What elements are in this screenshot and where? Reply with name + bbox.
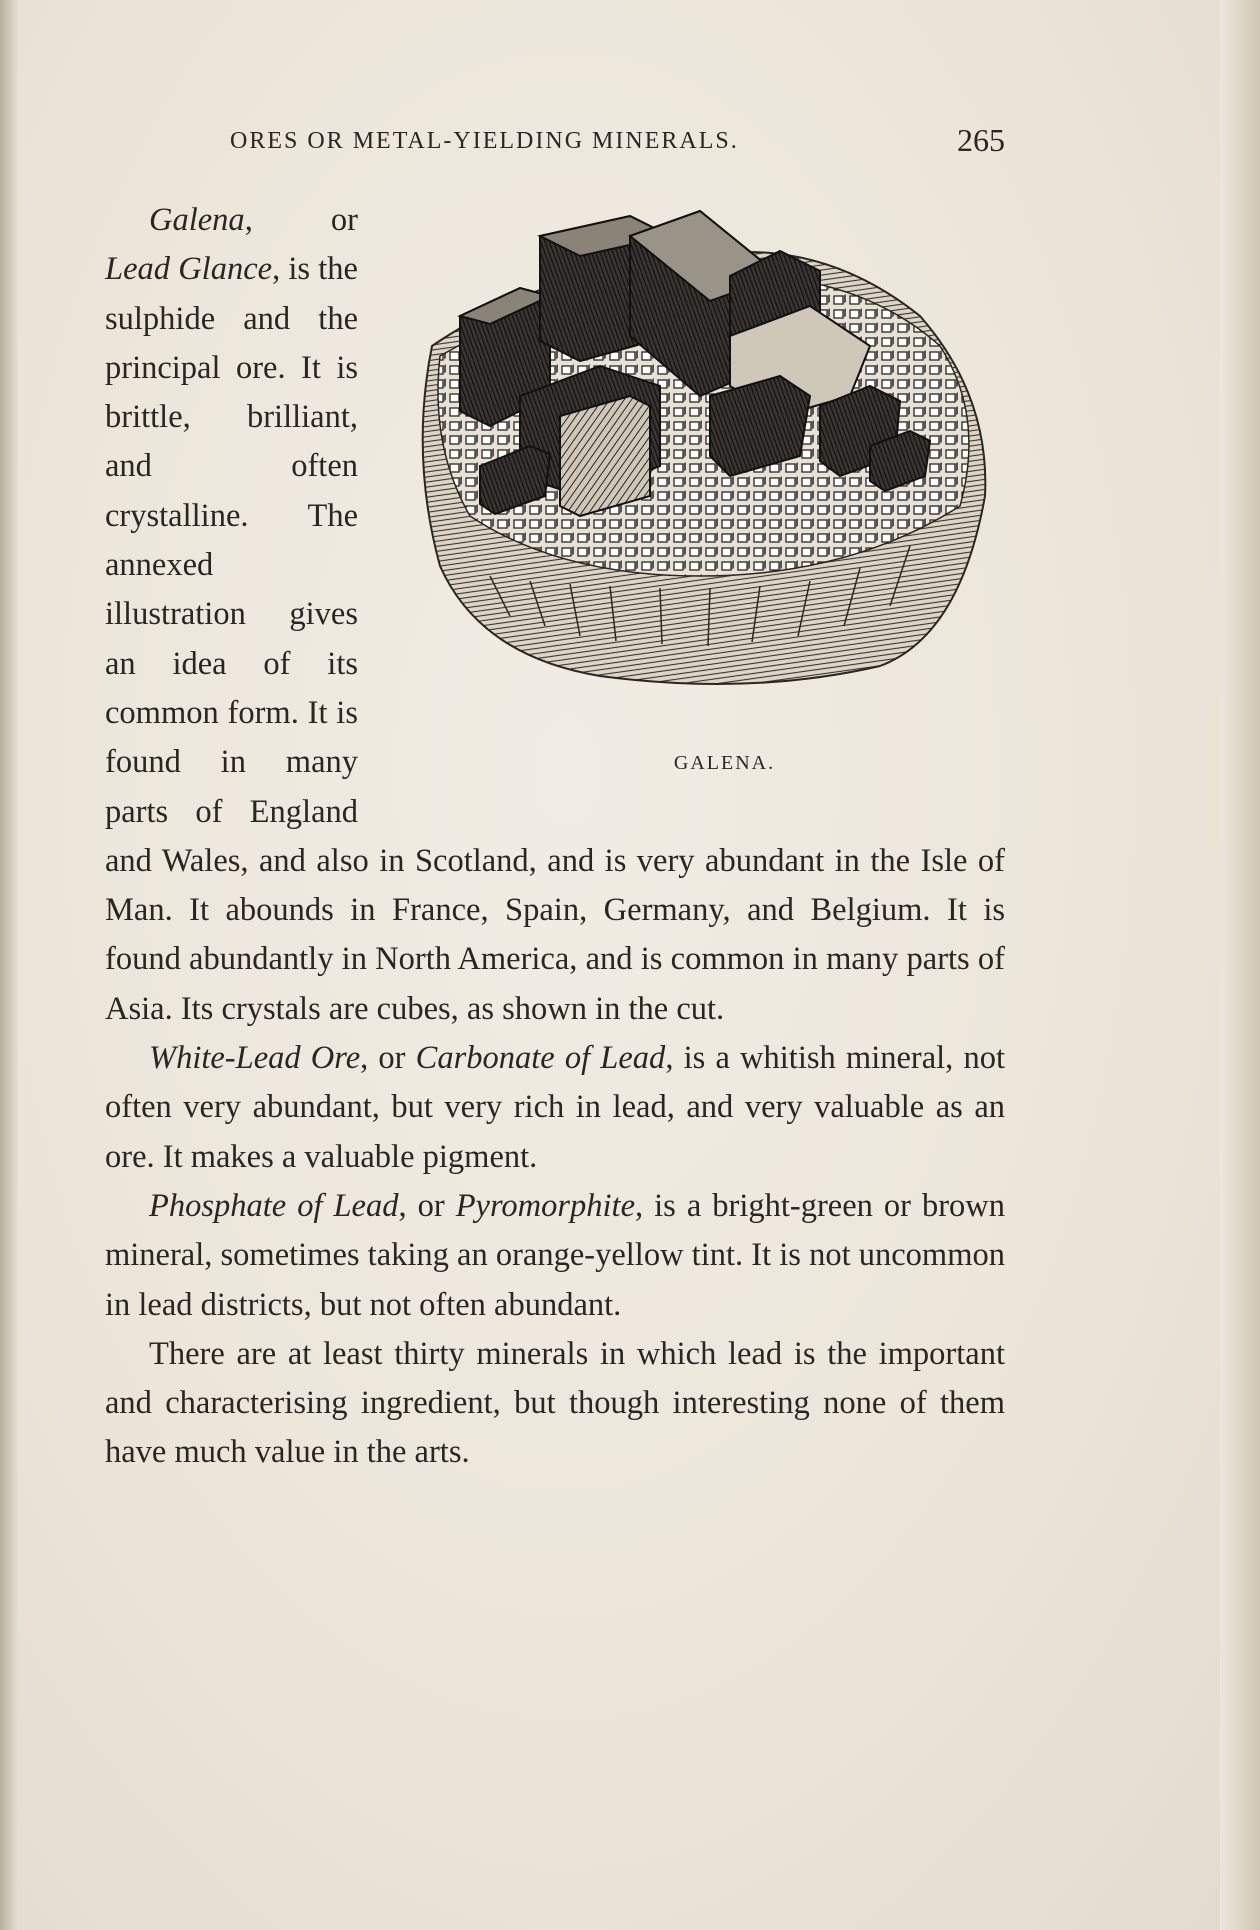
term-carbonate-of-lead: Carbonate of Lead <box>415 1040 666 1077</box>
term-lead-glance: Lead Glance <box>105 251 273 288</box>
term-white-lead-ore: White-Lead Ore <box>149 1040 361 1077</box>
separator: , or <box>244 202 358 238</box>
separator: , or <box>398 1187 456 1224</box>
galena-figure <box>400 196 1005 794</box>
separator: , or <box>360 1040 416 1077</box>
paragraph-galena-text: , is the sulphide and the principal ore. It is brittle, brilliant, and often crystalline. The annexed illustration gives an idea of its common form. It is found in many parts of England and Wales, and also in Scotland, and is very abundant in the Isle of Man. It abounds in France, Spain, Germany, and Belgium. It is found abundantly in North America, and is common in many parts of Asia. Its crystals are cubes, as shown in the cut. <box>105 251 1005 1027</box>
paragraph-phosphate-text: , is a bright-green or brown mineral, sometimes taking an orange-yellow tint. It is not uncommon in lead districts, but not often abundant. <box>105 1187 1005 1323</box>
term-phosphate-of-lead: Phosphate of Lead <box>149 1187 399 1224</box>
paragraph-closing: There are at least thirty minerals in which lead is the important and characterising ingredient, but though interesting none of them have much value in the arts. <box>105 1335 1005 1471</box>
page-gutter-shadow <box>0 0 18 1930</box>
paragraph-phosphate <box>105 1182 1005 1330</box>
running-title: ORES OR METAL-YIELDING MINERALS. <box>230 128 739 154</box>
paragraph-white-lead <box>105 1034 1005 1182</box>
page-edge <box>1220 0 1260 1930</box>
body-text <box>105 196 1005 1478</box>
paragraph-galena <box>105 196 1005 1034</box>
term-galena: Galena <box>149 202 245 238</box>
figure-caption: GALENA. <box>673 751 776 774</box>
paragraph-white-lead-text: , is a whitish mineral, not often very abundant, but very rich in lead, and very valuable as an ore. It makes a valuable pigment. <box>105 1040 1005 1175</box>
running-header <box>105 122 1005 162</box>
term-pyromorphite: Pyromorphite <box>455 1187 636 1224</box>
galena-illustration <box>400 196 1005 794</box>
page-number: 265 <box>957 122 1005 158</box>
